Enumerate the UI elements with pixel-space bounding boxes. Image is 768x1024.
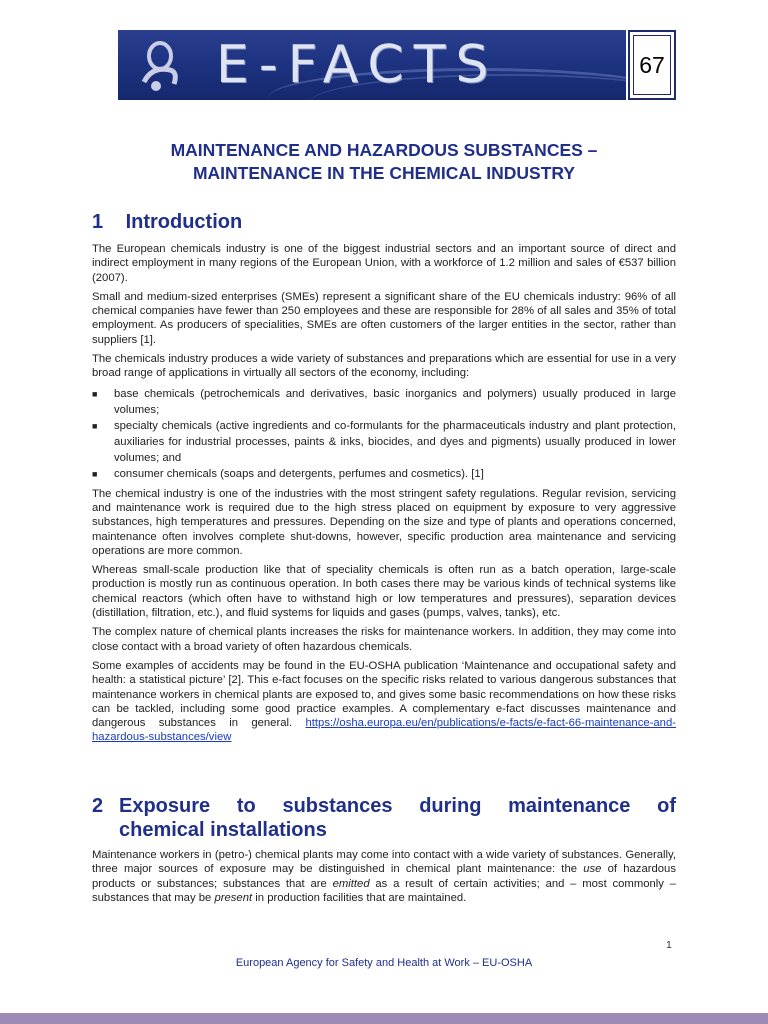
paragraph	[92, 659, 676, 745]
list-item-text: base chemicals (petrochemicals and derivatives, basic inorganics and polymers) usually produced in large volumes;	[114, 387, 676, 416]
paragraph-text: of hazardous products or substances; substances that are	[92, 863, 676, 890]
section-2-number: 2	[92, 795, 104, 817]
list-item	[92, 466, 676, 482]
section-2-title-line-1	[92, 794, 676, 818]
document-title	[92, 139, 676, 185]
page-number: 1	[666, 939, 672, 951]
efact-number-box	[628, 30, 676, 100]
efact-66-link[interactable]: https://osha.europa.eu/en/publications/e-facts/e-fact-66-maintenance-and-hazardous-substances/view	[92, 717, 677, 744]
paragraph-text: Some examples of accidents may be found in the EU-OSHA publication ‘Maintenance and occupational safety and health: a statistical picture’ [2]. This e-fact focuses on the specific risks related to various dangerous substances that maintenance workers in chemical plants are exposed to, and gives some basic recommendations on how these risks can be tackled, including some good practice examples. A complementary e-fact discusses maintenance and dangerous substances in general.	[92, 659, 676, 730]
heading-word: Exposure	[119, 795, 211, 817]
paragraph: Small and medium-sized enterprises (SMEs) represent a significant share of the EU chemicals industry: 96% of all chemical companies have fewer than 250 employees and these are responsible for 28% of all sales and 35% of total employment. As producers of specialities, SMEs are often customers of the larger entities in the sector, rather than suppliers [1].	[92, 290, 676, 346]
paragraph-text: as a result of certain activities; and – most commonly – substances that may be	[92, 877, 676, 904]
list-item-text: consumer chemicals (soaps and detergents, perfumes and cosmetics). [1]	[114, 467, 484, 480]
paragraph	[92, 848, 676, 905]
paragraph: The chemical industry is one of the industries with the most stringent safety regulations. Regular revision, servicing and maintenance work is required due to the high stress placed on equipment by exposure to very aggressive substances, high temperatures and pressures. Depending on the size and type of plants and operations concerned, maintenance often involves complete shut-downs, however, specific production area maintenance and servicing operations are more common.	[92, 487, 676, 557]
section-2-body	[92, 848, 676, 910]
paragraph: The chemicals industry produces a wide variety of substances and preparations which are essential for use in a very broad range of applications in virtually all sectors of the economy, including:	[92, 353, 676, 380]
paragraph: The complex nature of chemical plants increases the risks for maintenance workers. In addition, they may come into close contact with a broad variety of often hazardous chemicals.	[92, 626, 676, 653]
heading-word: during	[419, 795, 482, 817]
efact-number: 67	[639, 51, 665, 78]
heading-word: of	[657, 795, 676, 817]
footer-bar	[0, 1013, 768, 1024]
emphasis-use: use	[583, 863, 602, 876]
footer-text: European Agency for Safety and Health at Work – EU-OSHA	[235, 957, 533, 969]
paragraph-text: in production facilities that are maintained.	[252, 891, 467, 904]
efacts-banner	[118, 30, 676, 100]
section-2-heading	[92, 794, 676, 842]
section-1-number: 1	[92, 211, 104, 233]
bullet-icon: ■	[92, 468, 98, 479]
document-title-line-2: MAINTENANCE IN THE CHEMICAL INDUSTRY	[192, 163, 576, 183]
paragraph: The European chemicals industry is one of the biggest industrial sectors and an important source of direct and indirect employment in many regions of the European Union, with a workforce of 1.2 million and sales of €537 billion (2007).	[92, 243, 676, 284]
paragraph: Whereas small-scale production like that of speciality chemicals is often run as a batch operation, large-scale production is mostly run as continuous operation. In both cases there may be various kinds of technical systems like chemical reactors (which often have to withstand high or low temperatures and pressures), separation devices (distillation, filtration, etc.), and fluid systems for liquids and gases (pumps, valves, tanks), etc.	[92, 564, 676, 620]
list-item	[92, 386, 676, 418]
eu-osha-logo-icon	[130, 36, 190, 94]
bullet-icon: ■	[92, 420, 98, 431]
list-item-text: specialty chemicals (active ingredients and co-formulants for the pharmaceuticals industry and plant protection, auxiliaries for industrial processes, paints & inks, biocides, and dyes and pigments) usually produced in lower volumes; and	[114, 419, 676, 464]
section-2-title-line-2: chemical installations	[119, 819, 327, 841]
banner-title: E-FACTS	[216, 35, 499, 95]
heading-word: to	[236, 795, 256, 817]
list-item	[92, 418, 676, 466]
bullet-icon: ■	[92, 388, 98, 399]
section-1-body	[92, 242, 676, 750]
heading-word: substances	[282, 795, 393, 817]
emphasis-emitted: emitted	[332, 877, 370, 890]
emphasis-present: present	[214, 891, 253, 904]
bullet-list	[92, 386, 676, 482]
document-title-line-1: MAINTENANCE AND HAZARDOUS SUBSTANCES –	[170, 140, 598, 160]
heading-word: maintenance	[508, 795, 631, 817]
paragraph-text: Maintenance workers in (petro-) chemical plants may come into contact with a wide variety of substances. Generally, three major sources of exposure may be distinguished in chemical plant maintenance: the	[92, 849, 676, 876]
banner-background	[118, 30, 626, 100]
section-1-title: Introduction	[125, 211, 243, 233]
section-1-heading	[92, 211, 242, 234]
